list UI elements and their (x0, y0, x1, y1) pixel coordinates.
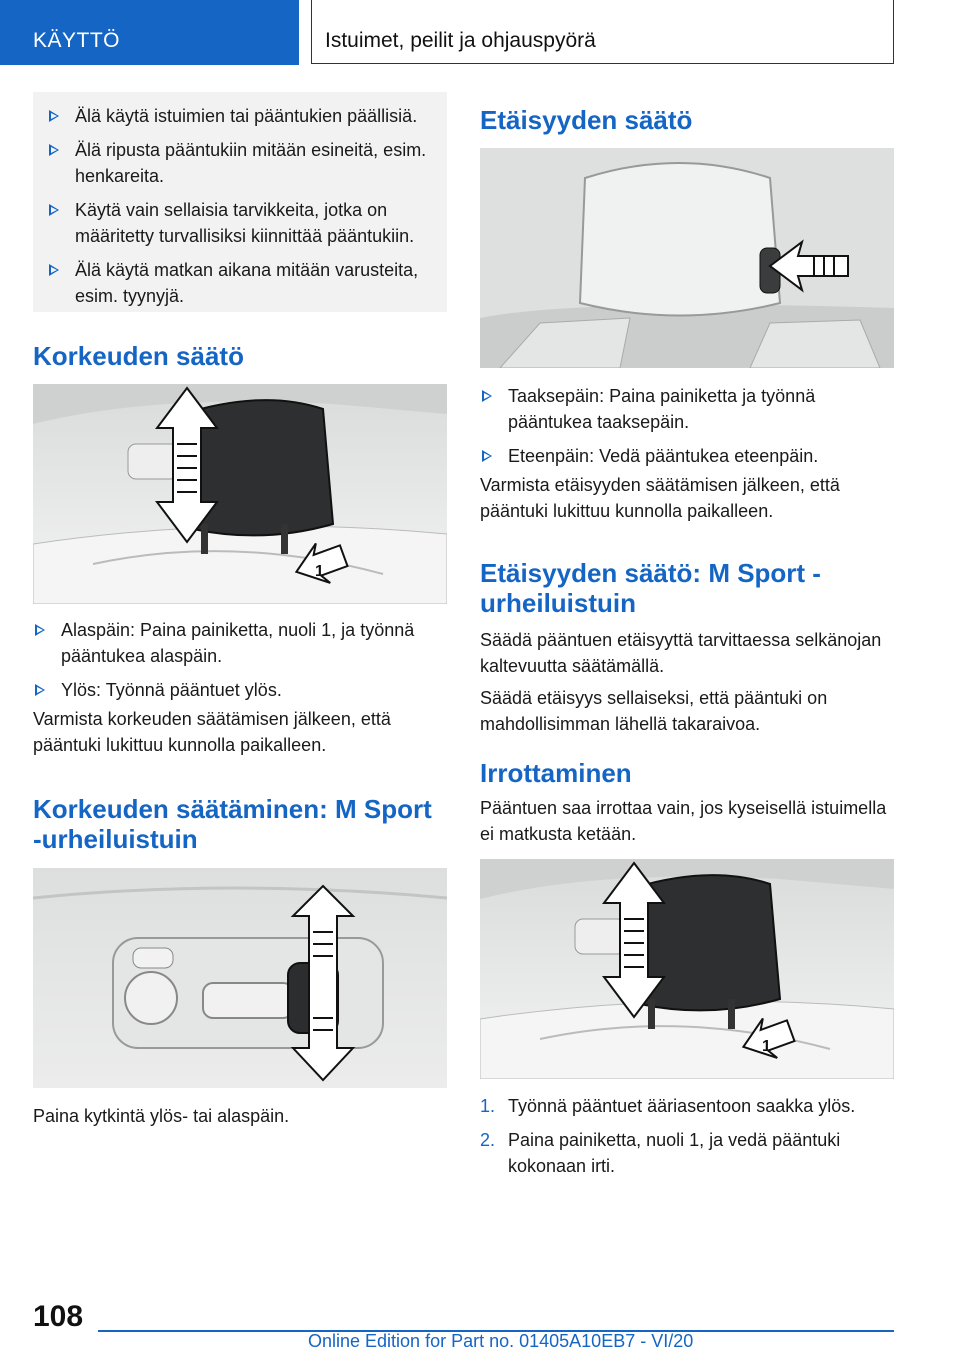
removal-steps (480, 1093, 894, 1187)
distance-msport-paragraph: Säädä pääntuen etäisyyttä tarvittaessa selkänojan kaltevuutta säätämällä. (480, 630, 882, 676)
msport-height-instruction: Paina kytkintä ylös- tai alaspäin. (33, 1106, 290, 1126)
triangle-bullet-icon (482, 390, 492, 402)
heading-distance-adjust: Etäisyyden säätö (480, 105, 693, 135)
triangle-bullet-icon (49, 264, 59, 276)
heading-height-msport: Korkeuden säätäminen: M Sport -urheiluistuin (33, 794, 432, 854)
triangle-bullet-icon (49, 144, 59, 156)
heading-removal: Irrottaminen (480, 758, 632, 788)
footer-edition: Online Edition for Part no. 01405A10EB7 - VI/20 (308, 1331, 694, 1351)
removal-intro: Pääntuen saa irrottaa vain, jos kyseisellä istuimella ei matkusta ketään. (480, 798, 887, 844)
list-item: Alaspäin: Paina painiketta, nuoli 1, ja työnnä pääntukea alaspäin. (33, 617, 447, 669)
distance-adjust-note: Varmista etäisyyden säätämisen jälkeen, että pääntuki lukittuu kunnolla paikalleen. (480, 475, 840, 521)
heading-distance-msport: Etäisyyden säätö: M Sport -urheiluistuin (480, 558, 821, 618)
headrest-removal-figure (480, 859, 894, 1079)
warning-notes-box (33, 92, 447, 312)
note-item: Käytä vain sellaisia tarvikkeita, jotka on määritetty turvallisiksi kiinnittää pääntukiin. (47, 197, 439, 249)
height-adjust-bullets (33, 617, 447, 711)
distance-msport-paragraph: Säädä etäisyys sellaiseksi, että pääntuki on mahdollisimman lähellä takaraivoa. (480, 688, 828, 734)
list-item: Eteenpäin: Vedä pääntukea eteenpäin. (480, 443, 894, 469)
triangle-bullet-icon (49, 110, 59, 122)
page-number: 108 (33, 1300, 84, 1333)
triangle-bullet-icon (35, 624, 45, 636)
note-item: Älä käytä istuimien tai pääntukien päällisiä. (47, 103, 439, 129)
headrest-height-figure (33, 384, 447, 604)
note-item: Älä ripusta pääntukiin mitään esineitä, esim. henkareita. (47, 137, 439, 189)
section-tab (0, 0, 299, 65)
note-item: Älä käytä matkan aikana mitään varusteita, esim. tyynyjä. (47, 257, 439, 309)
list-item: 2. Paina painiketta, nuoli 1, ja vedä pääntuki kokonaan irti. (480, 1130, 841, 1176)
triangle-bullet-icon (49, 204, 59, 216)
warning-notes-list (47, 103, 439, 317)
section-title: KÄYTTÖ (33, 29, 121, 52)
height-adjust-note: Varmista korkeuden säätämisen jälkeen, että pääntuki lukittuu kunnolla paikalleen. (33, 709, 391, 755)
list-item: 1. Työnnä pääntuet ääriasentoon saakka ylös. (480, 1096, 856, 1116)
figure-callout-label: 1 (315, 563, 324, 580)
distance-adjust-bullets (480, 383, 894, 477)
heading-height-adjust: Korkeuden säätö (33, 341, 244, 371)
chapter-header (311, 0, 894, 64)
triangle-bullet-icon (482, 450, 492, 462)
triangle-bullet-icon (35, 684, 45, 696)
headrest-distance-figure (480, 148, 894, 368)
chapter-title: Istuimet, peilit ja ohjauspyörä (325, 29, 596, 52)
msport-switch-figure (33, 868, 447, 1088)
list-item: Taaksepäin: Paina painiketta ja työnnä pääntukea taaksepäin. (480, 383, 894, 435)
list-item: Ylös: Työnnä pääntuet ylös. (33, 677, 447, 703)
figure-callout-label: 1 (762, 1038, 771, 1055)
